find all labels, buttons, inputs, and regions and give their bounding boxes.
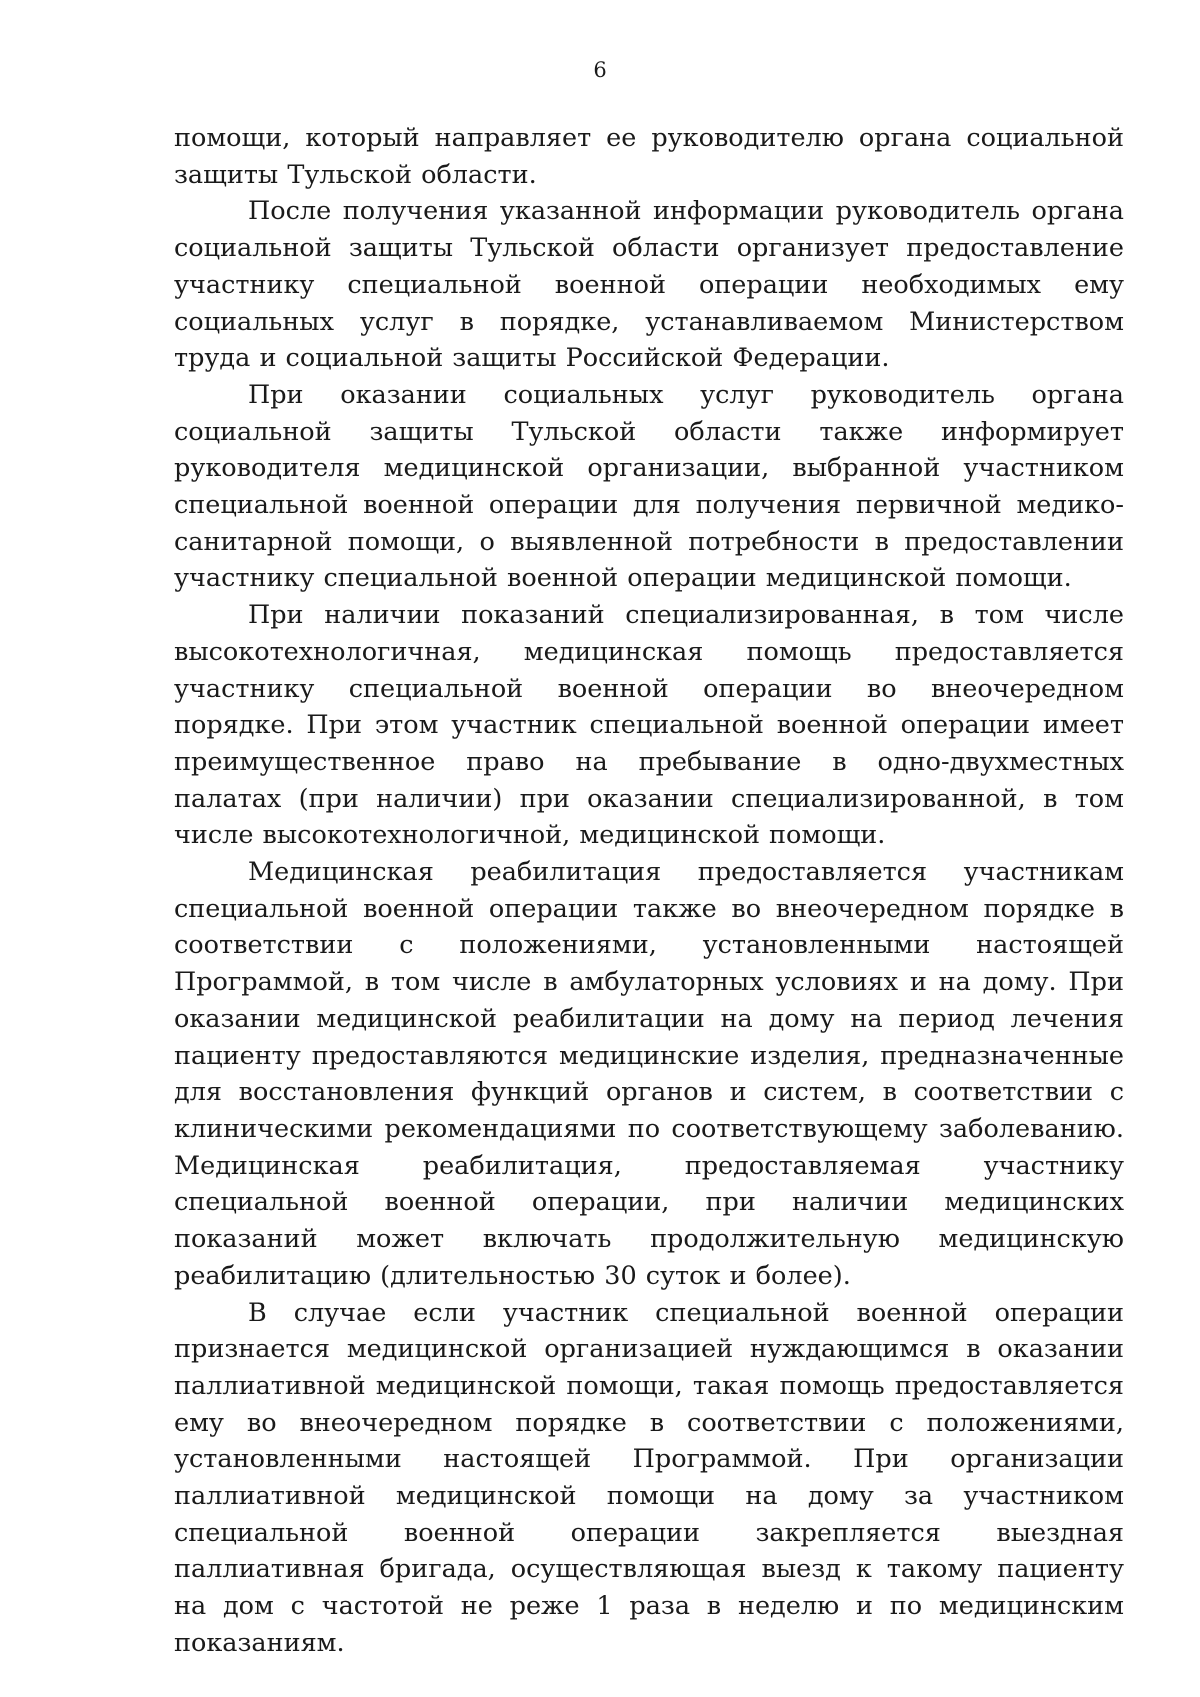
paragraph-1: помощи, который направляет ее руководителю органа социальной защиты Тульской области. xyxy=(174,123,1124,190)
paragraph-5: Медицинская реабилитация предоставляется участникам специальной военной операции также во внеочередном порядке в соответствии с положениями, установленными настоящей Программой, в том числе в амбулаторных условиях и на дому. При оказании медицинской реабилитации на дому на период лечения пациенту предоставляются медицинские изделия, предназначенные для восстановления функций органов и систем, в соответствии с клиническими рекомендациями по соответствующему заболеванию. Медицинская реабилитация, предоставляемая участнику специальной военной операции, при наличии медицинских показаний может включать продолжительную медицинскую реабилитацию (длительностью 30 суток и более). xyxy=(174,857,1124,1291)
paragraph-3: При оказании социальных услуг руководитель органа социальной защиты Тульской области также информирует руководителя медицинской организации, выбранной участником специальной военной операции для получения первичной медико-санитарной помощи, о выявленной потребности в предоставлении участнику специальной военной операции медицинской помощи. xyxy=(174,379,1124,594)
document-body xyxy=(174,120,1124,1662)
paragraph-2: После получения указанной информации руководитель органа социальной защиты Тульской области организует предоставление участнику специальной военной операции необходимых ему социальных услуг в порядке, устанавливаемом Министерством труда и социальной защиты Российской Федерации. xyxy=(174,196,1124,374)
paragraph-6: В случае если участник специальной военной операции признается медицинской организацией нуждающимся в оказании паллиативной медицинской помощи, такая помощь предоставляется ему во внеочередном порядке в соответствии с положениями, установленными настоящей Программой. При организации паллиативной медицинской помощи на дому за участником специальной военной операции закрепляется выездная паллиативная бригада, осуществляющая выезд к такому пациенту на дом с частотой не реже 1 раза в неделю и по медицинским показаниям. xyxy=(174,1297,1124,1658)
paragraph-4: При наличии показаний специализированная, в том числе высокотехнологичная, медицинская помощь предоставляется участнику специальной военной операции во внеочередном порядке. При этом участник специальной военной операции имеет преимущественное право на пребывание в одно-двухместных палатах (при наличии) при оказании специализированной, в том числе высокотехнологичной, медицинской помощи. xyxy=(174,600,1124,851)
page-number: 6 xyxy=(593,58,607,82)
